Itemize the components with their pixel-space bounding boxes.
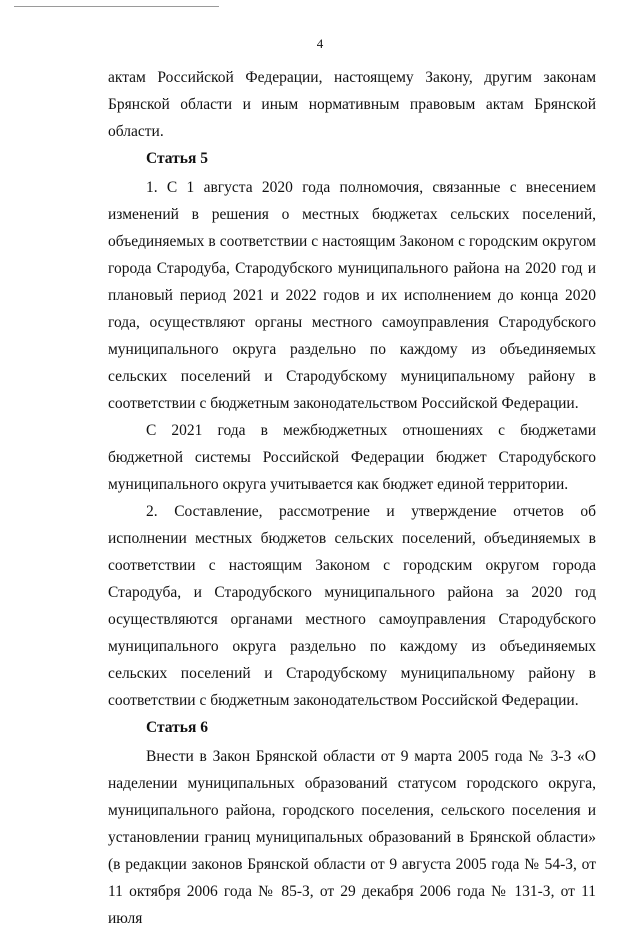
document-body <box>108 64 596 932</box>
article-6-paragraph-1: Внести в Закон Брянской области от 9 марта 2005 года № 3-З «О наделении муниципальных образований статусом городского округа, муниципального района, городского поселения, сельского поселения и установлении границ муниципальных образований в Брянской области» (в редакции законов Брянской области от 9 августа 2005 года № 54-З, от 11 октября 2006 года № 85-З, от 29 декабря 2006 года № 131-З, от 11 июля <box>108 748 596 927</box>
article-5-paragraph-3: 2. Составление, рассмотрение и утверждение отчетов об исполнении местных бюджетов сельских поселений, объединяемых в соответствии с настоящим Законом с городским округом города Стародуба, и Стародубского муниципального района за 2020 год осуществляются органами местного самоуправления Стародубского муниципального округа раздельно по каждому из объединяемых сельских поселений и Стародубскому муниципальному району в соответствии с бюджетным законодательством Российской Федерации. <box>108 503 596 709</box>
article-6-heading: Статья 6 <box>146 719 208 736</box>
scan-edge-line <box>14 6 219 7</box>
continuation-paragraph: актам Российской Федерации, настоящему Закону, другим законам Брянской области и иным нормативным правовым актам Брянской области. <box>108 69 596 140</box>
article-5-paragraph-2: С 2021 года в межбюджетных отношениях с бюджетами бюджетной системы Российской Федерации бюджет Стародубского муниципального округа учитывается как бюджет единой территории. <box>108 422 596 493</box>
article-5-heading: Статья 5 <box>146 150 208 167</box>
page-number: 4 <box>316 36 324 51</box>
article-5-paragraph-1: 1. С 1 августа 2020 года полномочия, связанные с внесением изменений в решения о местных бюджетах сельских поселений, объединяемых в соответствии с настоящим Законом с городским округом города Стародуба, Стародубского муниципального района на 2020 год и плановый период 2021 и 2022 годов и их исполнением до конца 2020 года, осуществляют органы местного самоуправления Стародубского муниципального округа раздельно по каждому из объединяемых сельских поселений и Стародубскому муниципальному району в соответствии с бюджетным законодательством Российской Федерации. <box>108 179 596 412</box>
